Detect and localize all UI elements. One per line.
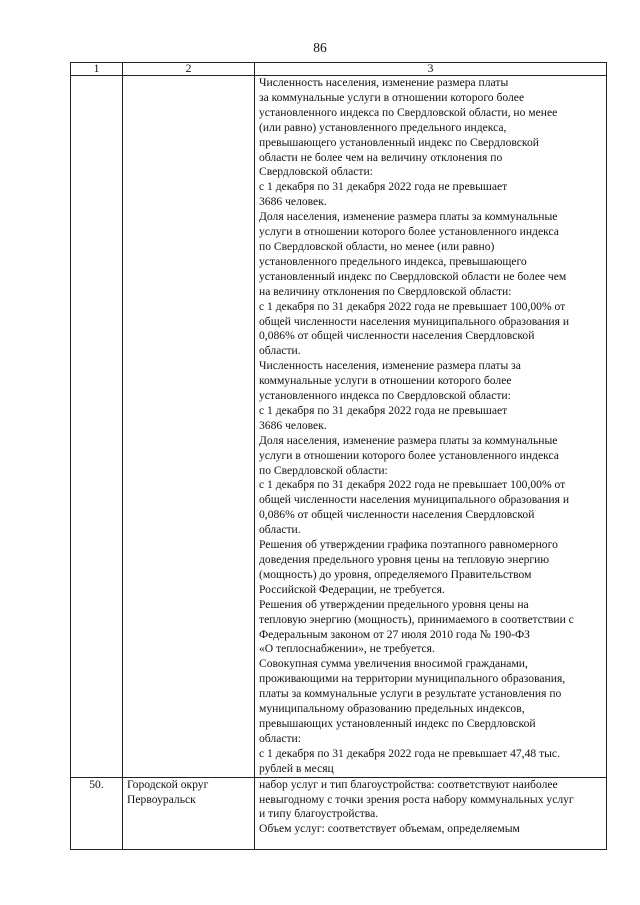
column-header-1: 1 <box>71 63 123 76</box>
text-line: установленного индекса по Свердловской области: <box>259 389 511 403</box>
text-line: Доля населения, изменение размера платы за коммунальные <box>259 433 558 447</box>
text-line: рублей в месяц <box>259 761 334 775</box>
text-line: 0,086% от общей численности населения Свердловской <box>259 508 535 522</box>
text-line: общей численности населения муниципального образования и <box>259 493 570 507</box>
text-line: превышающего установленный индекс по Свердловской <box>259 135 539 149</box>
text-line: Российской Федерации, не требуется. <box>259 582 445 596</box>
text-line: 3686 человек. <box>259 418 327 432</box>
text-line: по Свердловской области, но менее (или равно) <box>259 239 495 253</box>
description-cell <box>255 777 607 849</box>
text-line: области. <box>259 344 301 358</box>
text-line: с 1 декабря по 31 декабря 2022 года не превышает 100,00% от <box>259 299 566 313</box>
text-line: за коммунальные услуги в отношении которого более <box>259 90 525 104</box>
text-line: Решения об утверждении графика поэтапного равномерного <box>259 538 558 552</box>
municipality-cell <box>123 76 255 778</box>
indices-table <box>70 62 607 850</box>
text-line: Первоуральск <box>127 792 196 806</box>
text-line: и типу благоустройства. <box>259 807 379 821</box>
column-header-3: 3 <box>255 63 607 76</box>
page-number: 86 <box>313 40 327 55</box>
row-number-cell: 50. <box>71 777 123 849</box>
text-line: с 1 декабря по 31 декабря 2022 года не превышает <box>259 180 508 194</box>
text-line: общей численности населения муниципального образования и <box>259 314 570 328</box>
text-line: Доля населения, изменение размера платы за коммунальные <box>259 210 558 224</box>
text-line: Решения об утверждении предельного уровня цены на <box>259 597 529 611</box>
text-line: Свердловской области: <box>259 165 373 179</box>
text-line: с 1 декабря по 31 декабря 2022 года не превышает 100,00% от <box>259 478 566 492</box>
text-line: Городской округ <box>127 777 209 791</box>
text-line: по Свердловской области: <box>259 463 388 477</box>
text-line: установленный индекс по Свердловской области не более чем <box>259 269 567 283</box>
description-cell <box>255 76 607 778</box>
text-line: Объем услуг: соответствует объемам, определяемым <box>259 822 520 836</box>
text-line: проживающими на территории муниципального образования, <box>259 672 566 686</box>
text-line: невыгодному с точки зрения роста набору коммунальных услуг <box>259 792 574 806</box>
text-line: доведения предельного уровня цены на тепловую энергию <box>259 553 550 566</box>
text-line: установленного индекса по Свердловской области, но менее <box>259 105 558 119</box>
row-number-cell <box>71 76 123 778</box>
text-line: установленного предельного индекса, превышающего <box>259 254 527 268</box>
text-line: на величину отклонения по Свердловской области: <box>259 284 512 298</box>
text-line: тепловую энергию (мощность), принимаемого в соответствии с <box>259 612 574 626</box>
text-line: 0,086% от общей численности населения Свердловской <box>259 329 535 343</box>
text-line: превышающих установленный индекс по Свердловской <box>259 716 536 730</box>
table-header-row <box>71 63 607 76</box>
text-line: Численность населения, изменение размера платы за <box>259 359 521 373</box>
text-line: Совокупная сумма увеличения вносимой гражданами, <box>259 657 528 671</box>
text-line: области не более чем на величину отклонения по <box>259 150 503 164</box>
text-line: услуги в отношении которого более установленного индекса <box>259 225 559 239</box>
table-row-continued <box>71 76 607 778</box>
table-row-50 <box>71 777 607 849</box>
text-line: с 1 декабря по 31 декабря 2022 года не превышает <box>259 403 508 417</box>
text-line: коммунальные услуги в отношении которого более <box>259 374 512 388</box>
text-line: (или равно) установленного предельного индекса, <box>259 120 507 134</box>
text-line: услуги в отношении которого более установленного индекса <box>259 448 559 462</box>
text-line: (мощность) до уровня, определяемого Правительством <box>259 567 532 581</box>
municipality-cell <box>123 777 255 849</box>
text-line: платы за коммунальные услуги в результате установления по <box>259 687 562 701</box>
text-line: Федеральным законом от 27 июля 2010 года № 190-ФЗ <box>259 627 530 641</box>
text-line: «О теплоснабжении», не требуется. <box>259 642 435 656</box>
text-line: области. <box>259 523 301 537</box>
text-line: муниципальному образованию предельных индексов, <box>259 702 525 716</box>
text-line: с 1 декабря по 31 декабря 2022 года не превышает 47,48 тыс. <box>259 746 560 760</box>
text-line: Численность населения, изменение размера платы <box>259 76 509 89</box>
text-line: набор услуг и тип благоустройства: соответствуют наиболее <box>259 777 558 791</box>
text-line: 3686 человек. <box>259 195 327 209</box>
text-line: области: <box>259 731 301 745</box>
column-header-2: 2 <box>123 63 255 76</box>
